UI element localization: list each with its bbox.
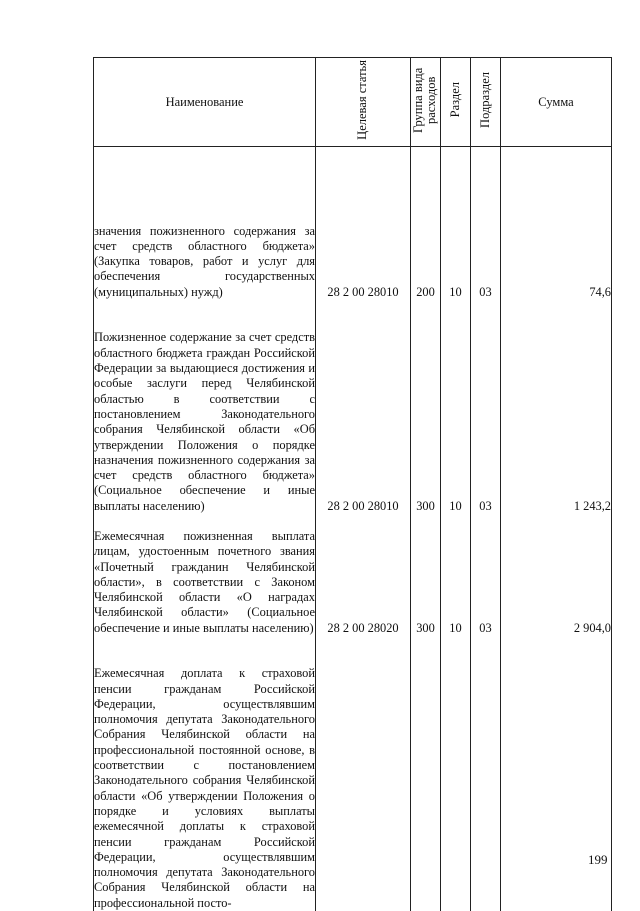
row-amount-cell: 2 904,0 <box>501 514 612 636</box>
row-subsection-cell <box>471 636 501 911</box>
row-name-cell: Пожизненное содержание за счет средств областного бюджета граждан Российской Федерации за выдающиеся достижения и особые заслуги перед Челябинской областью в соответствии с постановлением Законодательного собрания Челябинской области «Об утверждении Положения о порядке назначения пожизненного содержания за счет средств областного бюджета» (Социальное обеспечение и иные выплаты населению) <box>94 300 316 514</box>
row-expense-group-cell <box>411 636 441 911</box>
row-target-article-cell: 28 2 00 28010 <box>316 147 411 301</box>
row-section-cell: 10 <box>441 514 471 636</box>
row-section-cell <box>441 636 471 911</box>
header-amount: Сумма <box>501 58 612 147</box>
row-name-cell: Ежемесячная доплата к страховой пенсии гражданам Российской Федерации, осуществлявшим полномочия депутата Законодательного Собрания Челябинской области на профессиональной постоянной основе, в соответствии с постановлением Законодательного собрания Челябинской области «Об утверждении Положения о порядке и условиях выплаты ежемесячной доплаты к страховой пенсии гражданам Российской Федерации, осуществлявшим полномочия депутата Законодательного Собрания Челябинской области на профессиональной посто- <box>94 636 316 911</box>
table-header-row <box>94 58 612 147</box>
table-row <box>94 636 612 911</box>
header-subsection: Подраздел <box>471 58 501 147</box>
budget-table <box>93 57 612 911</box>
table-row <box>94 514 612 636</box>
row-amount-cell: 74,6 <box>501 147 612 301</box>
row-target-article-cell: 28 2 00 28020 <box>316 514 411 636</box>
row-name-cell: значения пожизненного содержания за счет средств областного бюджета» (Закупка товаров, работ и услуг для обеспечения государственных (муниципальных) нужд) <box>94 147 316 301</box>
header-expense-group: Группа вида расходов <box>411 58 441 147</box>
header-target-article: Целевая статья <box>316 58 411 147</box>
row-subsection-cell: 03 <box>471 147 501 301</box>
row-amount-cell: 1 243,2 <box>501 300 612 514</box>
header-name: Наименование <box>94 58 316 147</box>
page-number: 199 <box>588 852 608 867</box>
row-expense-group-cell: 300 <box>411 514 441 636</box>
row-target-article-cell: 28 2 00 28010 <box>316 300 411 514</box>
table-row <box>94 300 612 514</box>
row-section-cell: 10 <box>441 147 471 301</box>
row-target-article-cell <box>316 636 411 911</box>
row-name-cell: Ежемесячная пожизненная выплата лицам, удостоенным почетного звания «Почетный гражданин Челябинской области», в соответствии с Законом Челябинской области «О наградах Челябинской области» (Социальное обеспечение и иные выплаты населению) <box>94 514 316 636</box>
row-subsection-cell: 03 <box>471 514 501 636</box>
row-section-cell: 10 <box>441 300 471 514</box>
row-expense-group-cell: 200 <box>411 147 441 301</box>
table-row <box>94 147 612 301</box>
header-section: Раздел <box>441 58 471 147</box>
row-subsection-cell: 03 <box>471 300 501 514</box>
row-amount-cell <box>501 636 612 911</box>
row-expense-group-cell: 300 <box>411 300 441 514</box>
